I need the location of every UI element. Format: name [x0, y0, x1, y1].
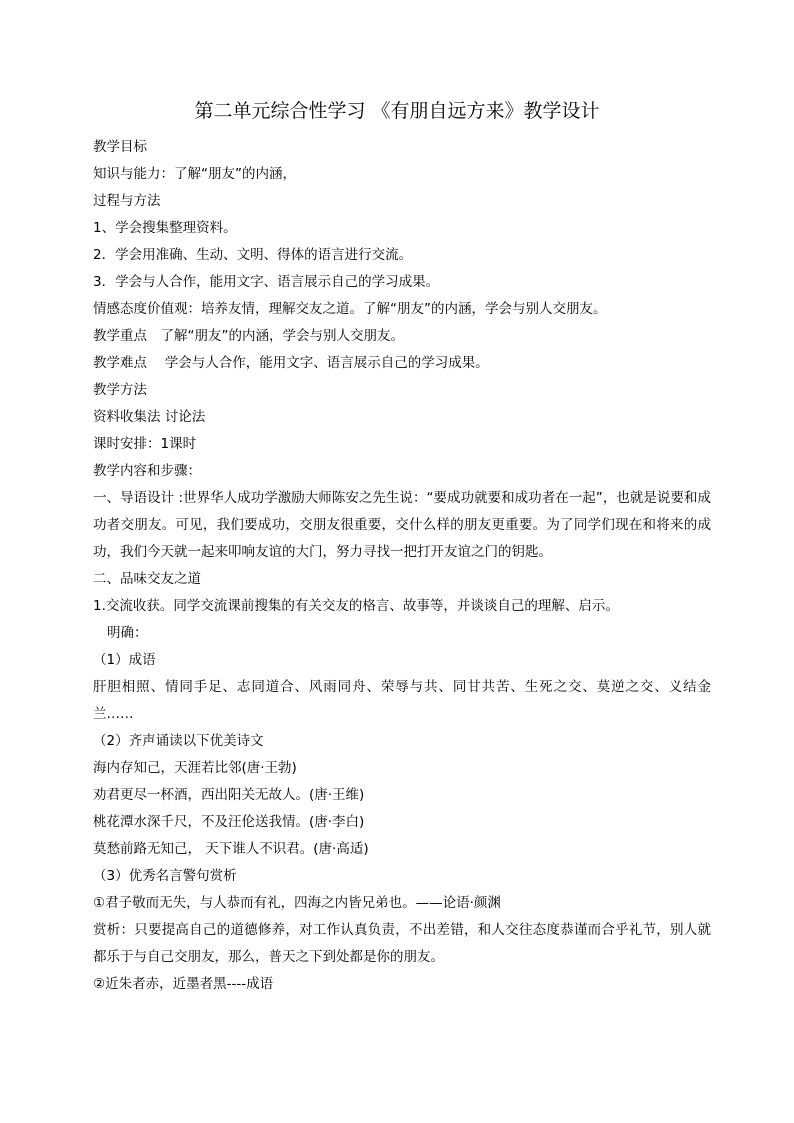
teaching-key-point: 教学重点 了解“朋友”的内涵，学会与别人交朋友。	[93, 328, 404, 344]
clarify-label: 明确：	[107, 625, 148, 641]
section-heading-objectives: 教学目标	[93, 139, 147, 155]
section-heading-two: 二、品味交友之道	[93, 571, 201, 587]
quote-two: ②近朱者赤，近墨者黑----成语	[93, 976, 274, 992]
process-item-1: 1、学会搜集整理资料。	[93, 220, 237, 236]
poem-line: 海内存知己，天涯若比邻(唐·王勃)	[93, 760, 297, 776]
document-title: 第二单元综合性学习 《有朋自远方来》教学设计	[194, 100, 600, 122]
teaching-difficulty: 教学难点 学会与人合作，能用文字、语言展示自己的学习成果。	[93, 355, 489, 371]
section-heading-process: 过程与方法	[93, 193, 161, 209]
class-hours: 课时安排：1课时	[93, 436, 197, 452]
objective-knowledge: 知识与能力：了解“朋友”的内涵，	[93, 166, 296, 182]
document-body	[93, 134, 711, 998]
poems-heading: （2）齐声诵读以下优美诗文	[93, 733, 264, 749]
process-item-2: 2．学会用准确、生动、文明、得体的语言进行交流。	[93, 247, 413, 263]
poem-line: 劝君更尽一杯酒，西出阳关无故人。(唐·王维)	[93, 787, 365, 803]
appreciation-paragraph: 赏析：只要提高自己的道德修养，对工作认真负责，不出差错，和人交往态度恭谨而合乎礼节，别人就都乐于与自己交朋友，那么，普天之下到处都是你的朋友。	[93, 922, 711, 965]
section-heading-methods: 教学方法	[93, 382, 147, 398]
intro-paragraph: 一、导语设计 :世界华人成功学激励大师陈安之先生说：“要成功就要和成功者在一起”，也就是说要和成功者交朋友。可见，我们要成功，交朋友很重要，交什么样的朋友更重要。为了同学们现在和将来的成功，我们今天就一起来叩响友谊的大门，努力寻找一把打开友谊之门的钥匙。	[93, 490, 711, 560]
step-one: 1.交流收获。同学交流课前搜集的有关交友的格言、故事等，并谈谈自己的理解、启示。	[93, 598, 619, 614]
process-item-3: 3．学会与人合作，能用文字、语言展示自己的学习成果。	[93, 274, 440, 290]
section-heading-content: 教学内容和步骤：	[93, 463, 201, 479]
idioms-paragraph: 肝胆相照、情同手足、志同道合、风雨同舟、荣辱与共、同甘共苦、生死之交、莫逆之交、义结金兰……	[93, 679, 711, 722]
quote-one: ①君子敬而无失，与人恭而有礼，四海之内皆兄弟也。——论语·颜渊	[93, 895, 501, 911]
objective-attitude: 情感态度价值观：培养友情，理解交友之道。了解“朋友”的内涵，学会与别人交朋友。	[93, 301, 607, 317]
poem-line: 桃花潭水深千尺，不及汪伦送我情。(唐·李白)	[93, 814, 365, 830]
idioms-heading: （1）成语	[93, 652, 156, 668]
methods-list: 资料收集法 讨论法	[93, 409, 206, 425]
quotes-heading: （3）优秀名言警句赏析	[93, 868, 237, 884]
poem-line: 莫愁前路无知己， 天下谁人不识君。(唐·高适)	[93, 841, 369, 857]
